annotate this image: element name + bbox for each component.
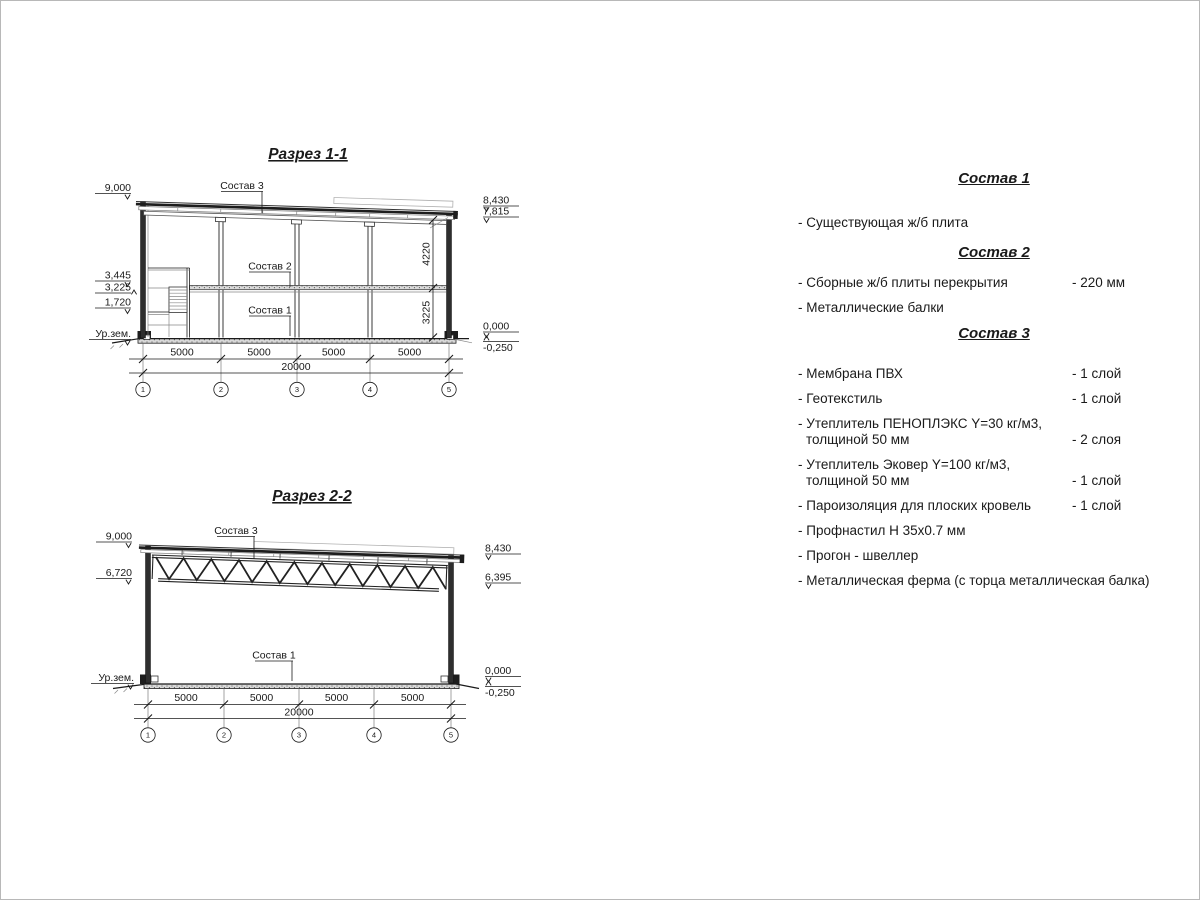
bottom-dimensions-2: [134, 689, 466, 743]
legend-item-name: - Утеплитель Эковер Y=100 кг/м3, толщиной 50 мм: [798, 457, 1011, 488]
wall-axis-1: [146, 546, 151, 683]
ground-slab-2: [144, 684, 459, 689]
legend-item-value: - 1 слой: [1072, 473, 1122, 488]
dimension-label: 5000: [174, 692, 198, 704]
elevation-mark: -0,250: [483, 342, 513, 354]
dimension-label: 4220: [420, 242, 433, 266]
dimension-label: 5000: [397, 346, 422, 359]
legend-item-name: - Металлическая ферма (с торца металлическая балка): [798, 573, 1150, 588]
legend-item: [798, 391, 1190, 407]
legend-item-name: - Утеплитель ПЕНОПЛЭКС Y=30 кг/м3, толщиной 50 мм: [798, 416, 1043, 447]
legend-item: [798, 498, 1190, 514]
axis-label: 2: [218, 385, 224, 394]
elevation-mark: 0,000: [485, 665, 512, 677]
dimension-label: 3225: [420, 300, 433, 325]
wall-axis-5: [449, 556, 454, 684]
legend-section: [798, 325, 1190, 589]
elevation-mark: 8,430: [485, 542, 512, 555]
dimension-label: 5000: [247, 346, 271, 359]
axis-label: 3: [294, 385, 300, 394]
roof-assembly-1: [135, 201, 457, 229]
elevation-mark: 1,720: [104, 296, 131, 309]
legend-section-title: Состав 1: [958, 170, 1030, 187]
axis-bubbles-2: [141, 728, 458, 742]
elevation-mark: -0,250: [485, 687, 515, 699]
legend-item: [798, 215, 1190, 231]
legend-item-name: - Мембрана ПВХ: [798, 366, 903, 381]
legend-item-value: - 220 мм: [1072, 275, 1126, 290]
dimension-label: 5000: [400, 692, 425, 704]
callout-ground: Состав 1: [248, 304, 292, 317]
axis-label: 1: [140, 385, 146, 394]
axis-bubbles-1: [136, 382, 456, 396]
axis-label: 4: [371, 730, 377, 740]
callout-roof: Состав 3: [214, 525, 258, 537]
staircase: [148, 268, 190, 338]
axis-label: 2: [221, 730, 227, 740]
elevation-mark: 8,430: [483, 194, 510, 207]
dimension-label: 5000: [170, 346, 194, 359]
axis-label: 4: [367, 385, 373, 394]
wall-axis-1: [141, 202, 146, 339]
elevation-mark: 9,000: [105, 530, 132, 543]
ground-slab-1: [138, 339, 456, 344]
legend-item-name: - Профнастил Н 35х0.7 мм: [798, 523, 966, 538]
legend-item-value: - 1 слой: [1072, 391, 1122, 406]
callout-roof: Состав 3: [220, 180, 264, 192]
elevation-mark: 9,000: [104, 182, 131, 194]
elevation-marks-left-2: [91, 531, 134, 690]
legend-item: [798, 275, 1190, 291]
legend-item-name: - Пароизоляция для плоских кровель: [798, 498, 1032, 513]
dimension-label: 5000: [249, 692, 274, 704]
legend-item: [798, 573, 1190, 589]
dimension-label: 5000: [321, 346, 346, 359]
elevation-mark: 0,000: [483, 320, 510, 333]
axis-label: 5: [446, 385, 452, 394]
callouts-1: [220, 180, 292, 336]
legend-item: [798, 366, 1190, 382]
legend-item: [798, 416, 1190, 448]
callout-floor: Состав 2: [248, 260, 292, 273]
wall-axis-5: [447, 215, 452, 339]
total-dimension-label: 20000: [284, 706, 314, 719]
section-1-1: [89, 146, 519, 397]
sections-drawing: [1, 1, 761, 900]
elevation-mark: 3,225: [104, 281, 131, 294]
legend-item: [798, 300, 1190, 316]
legend-item-name: - Геотекстиль: [798, 391, 883, 406]
axis-label: 1: [145, 730, 151, 740]
elevation-marks-right-2: [485, 543, 521, 700]
elevation-mark: 6,720: [105, 567, 132, 579]
columns-1: [219, 221, 372, 338]
section-2-2-title: Разрез 2-2: [272, 488, 352, 505]
bottom-dimensions-1: [129, 343, 463, 397]
elevation-mark: 3,445: [104, 269, 131, 282]
section-1-1-title: Разрез 1-1: [268, 146, 348, 163]
legend-item-name: - Сборные ж/б плиты перекрытия: [798, 275, 1008, 290]
legend-panel: [798, 170, 1190, 602]
vertical-dimension-1: [421, 216, 438, 342]
dimension-label: 5000: [324, 692, 349, 704]
elevation-mark: 7,815: [483, 205, 510, 218]
legend-item: [798, 457, 1190, 489]
ground-level-label: Ур.зем.: [98, 672, 134, 684]
legend-item-value: - 2 слоя: [1072, 432, 1122, 447]
legend-item: [798, 523, 1190, 539]
elevation-mark: 6,395: [485, 571, 512, 584]
legend-item-name: - Прогон - швеллер: [798, 548, 919, 563]
legend-item: [798, 548, 1190, 564]
elevation-marks-right-1: [483, 195, 519, 355]
legend-section: [798, 244, 1190, 316]
total-dimension-label: 20000: [281, 361, 311, 373]
legend-item-name: - Существующая ж/б плита: [798, 215, 969, 230]
axis-label: 5: [448, 730, 454, 740]
legend-section-title: Состав 3: [958, 325, 1030, 342]
ground-level-label: Ур.зем.: [95, 328, 131, 340]
legend-section: [798, 170, 1190, 231]
section-2-2: [91, 488, 521, 742]
legend-item-value: - 1 слой: [1072, 366, 1122, 381]
legend-item-value: - 1 слой: [1072, 498, 1122, 513]
floor-slab: [190, 286, 447, 290]
elevation-marks-left-1: [89, 182, 137, 345]
callout-ground: Состав 1: [252, 649, 296, 662]
axis-label: 3: [296, 730, 302, 740]
legend-item-name: - Металлические балки: [798, 300, 944, 315]
legend-section-title: Состав 2: [958, 244, 1030, 261]
